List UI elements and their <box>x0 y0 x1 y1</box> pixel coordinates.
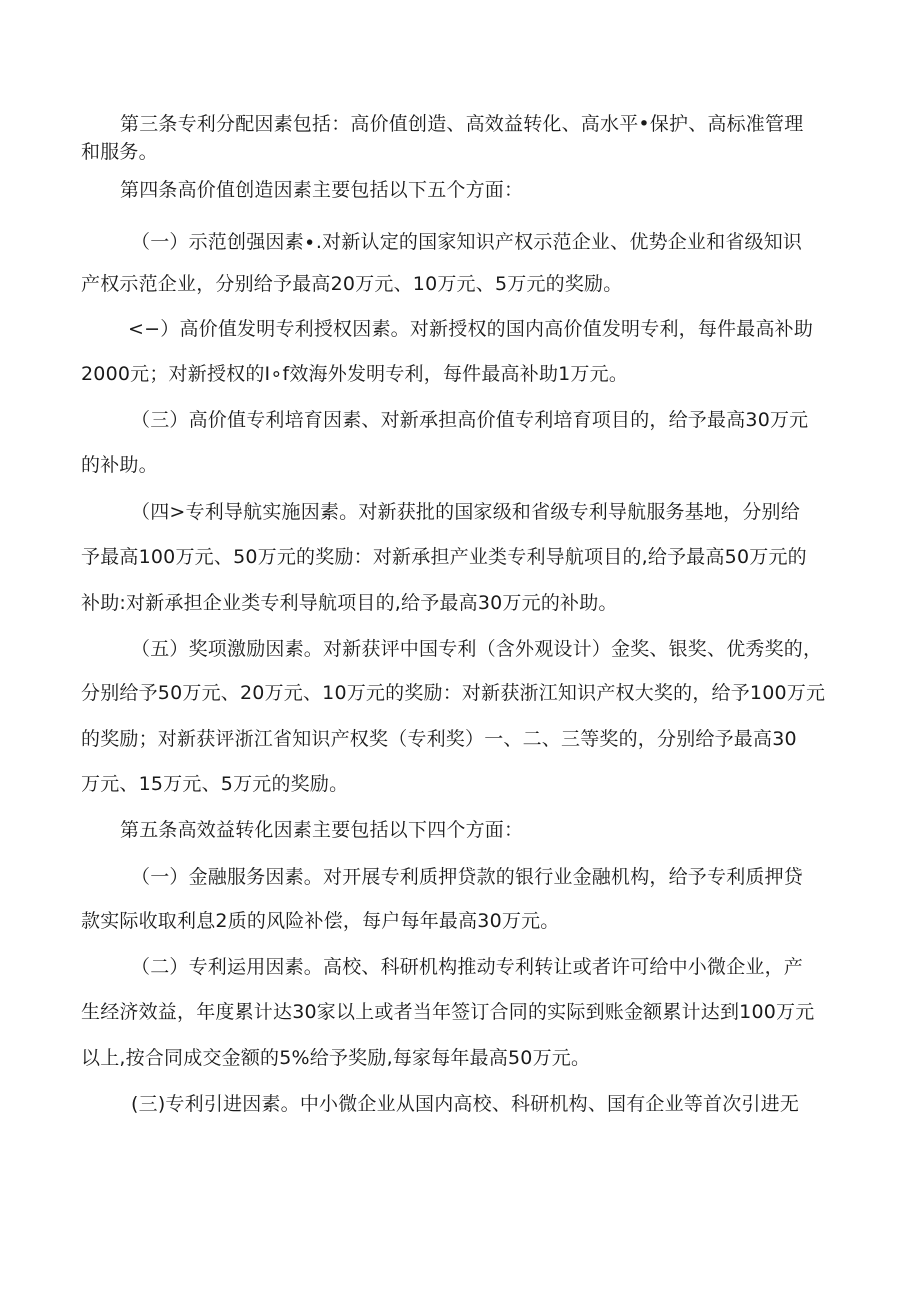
article-5-heading: 第五条高效益转化因素主要包括以下四个方面： <box>120 819 524 841</box>
article-4-item-4-line-3: 补助:对新承担企业类专利导航项目的,给予最高30万元的补助。 <box>81 592 618 614</box>
article-4-item-5-line-4: 万元、15万元、5万元的奖励。 <box>81 773 349 795</box>
article-5-item-2-line-2: 生经济效益，年度累计达30家以上或者当年签订合同的实际到账金额累计达到100万元 <box>81 1001 815 1023</box>
article-3-line-2: 和服务。 <box>81 141 158 163</box>
article-4-item-4-line-1: （四>专利导航实施因素。对新获批的国家级和省级专利导航服务基地，分别给 <box>131 501 800 523</box>
article-5-item-2-line-3: 以上,按合同成交金额的5%给予奖励,每家每年最高50万元。 <box>81 1047 591 1069</box>
article-4-item-4-line-2: 予最高100万元、50万元的奖励：对新承担产业类专利导航项目的,给予最高50万元的 <box>81 546 807 568</box>
article-4-item-3-line-1: （三）高价值专利培育因素、对新承担高价值专利培育项目的，给予最高30万元 <box>131 409 809 431</box>
article-4-item-5-line-3: 的奖励；对新获评浙江省知识产权奖（专利奖）一、二、三等奖的，分别给予最高30 <box>81 728 797 750</box>
article-5-item-1-line-1: （一）金融服务因素。对开展专利质押贷款的银行业金融机构，给予专利质押贷 <box>131 866 804 888</box>
article-4-item-1-line-1: （一）示范创强因素∙.对新认定的国家知识产权示范企业、优势企业和省级知识 <box>131 231 803 253</box>
article-3-line-1: 第三条专利分配因素包括：高价值创造、高效益转化、高水平•保护、高标准管理 <box>120 113 804 135</box>
article-4-item-1-line-2: 产权示范企业，分别给予最高20万元、10万元、5万元的奖励。 <box>81 273 623 295</box>
article-5-item-3-line-1: (三)专利引进因素。中小微企业从国内高校、科研机构、国有企业等首次引进无 <box>131 1093 800 1115</box>
article-4-heading: 第四条高价值创造因素主要包括以下五个方面： <box>120 179 524 201</box>
article-4-item-5-line-1: （五）奖项激励因素。对新获评中国专利（含外观设计）金奖、银奖、优秀奖的， <box>131 638 823 660</box>
article-5-item-2-line-1: （二）专利运用因素。高校、科研机构推动专利转让或者许可给中小微企业，产 <box>131 956 804 978</box>
article-4-item-5-line-2: 分别给予50万元、20万元、10万元的奖励：对新获浙江知识产权大奖的，给予100万元 <box>81 682 826 704</box>
article-4-item-2-line-1: <−）高价值发明专利授权因素。对新授权的国内高价值发明专利，每件最高补助 <box>128 318 814 340</box>
article-4-item-3-line-2: 的补助。 <box>81 454 158 476</box>
article-4-item-2-line-2: 2000元；对新授权的I∘f效海外发明专利，每件最高补助1万元。 <box>81 363 629 385</box>
article-5-item-1-line-2: 款实际收取利息2质的风险补偿，每户每年最高30万元。 <box>81 910 560 932</box>
